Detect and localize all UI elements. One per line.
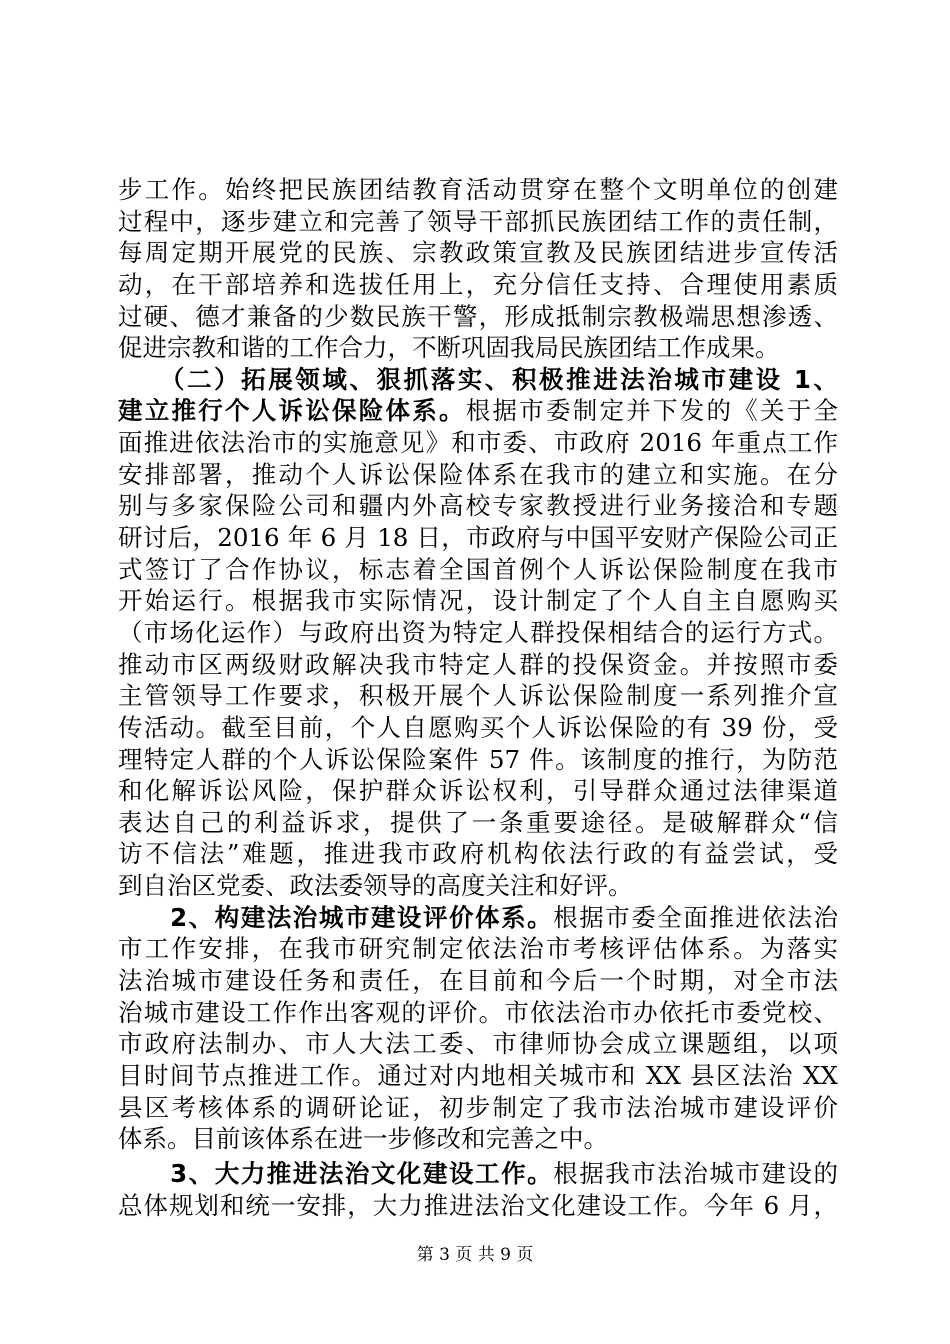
subsection-heading: 建立推行个人诉讼保险体系。	[118, 396, 466, 426]
text-line: （市场化运作）与政府出资为特定人群投保相结合的运行方式。	[118, 617, 838, 647]
text-line: 式签订了合作协议，标志着全国首例个人诉讼保险制度在我市	[118, 554, 838, 584]
text-line: 每周定期开展党的民族、宗教政策宣教及民族团结进步宣传活	[118, 238, 838, 268]
text-line: 表达自己的利益诉求，提供了一条重要途径。是破解群众“信	[118, 807, 838, 837]
section-heading: （二）拓展领域、狠抓落实、积极推进法治城市建设 1、	[118, 364, 838, 394]
text-run: 根据我市法治城市建设的	[553, 1158, 838, 1188]
page-number: 第 3 页 共 9 页	[416, 1245, 534, 1265]
text-line: 县区考核体系的调研论证，初步制定了我市法治城市建设评价	[118, 1092, 838, 1122]
text-line	[118, 395, 838, 427]
text-line: 目时间节点推进工作。通过对内地相关城市和 XX 县区法治 XX	[118, 1060, 838, 1090]
page-footer	[0, 1244, 950, 1266]
text-line: 促进宗教和谐的工作合力，不断巩固我局民族团结工作成果。	[118, 333, 780, 363]
text-line: 步工作。始终把民族团结教育活动贯穿在整个文明单位的创建	[118, 175, 838, 204]
text-line: 动，在干部培养和选拔任用上，充分信任支持、合理使用素质	[118, 269, 838, 299]
text-line: 开始运行。根据我市实际情况，设计制定了个人自主自愿购买	[118, 586, 838, 616]
text-line: 传活动。截至目前，个人自愿购买个人诉讼保险的有 39 份，受	[118, 712, 838, 742]
text-run: 根据市委全面推进依法治	[553, 902, 838, 932]
paragraph-litigation-insurance	[118, 364, 838, 902]
text-line: 理特定人群的个人诉讼保险案件 57 件。该制度的推行，为防范	[118, 744, 838, 774]
text-line: 研讨后，2016 年 6 月 18 日，市政府与中国平安财产保险公司正	[118, 523, 838, 553]
text-line: 市工作安排，在我市研究制定依法治市考核评估体系。为落实	[118, 934, 838, 964]
paragraph-legal-culture	[118, 1158, 838, 1221]
subsection-heading: 3、大力推进法治文化建设工作。	[118, 1158, 554, 1188]
text-line: 过硬、德才兼备的少数民族干警，形成抵制宗教极端思想渗透、	[118, 301, 838, 331]
text-line: 总体规划和统一安排，大力推进法治文化建设工作。今年 6 月，	[118, 1190, 838, 1220]
text-line: 体系。目前该体系在进一步修改和完善之中。	[118, 1124, 608, 1154]
text-run: 根据市委制定并下发的《关于全	[465, 396, 838, 426]
text-line: 过程中，逐步建立和完善了领导干部抓民族团结工作的责任制，	[118, 206, 838, 236]
text-line: 主管领导工作要求，积极开展个人诉讼保险制度一系列推介宣	[118, 681, 838, 711]
text-line: 推动市区两级财政解决我市特定人群的投保资金。并按照市委	[118, 649, 838, 679]
paragraph-ethnic-unity	[118, 174, 838, 364]
text-line: 安排部署，推动个人诉讼保险体系在我市的建立和实施。在分	[118, 459, 838, 489]
text-line	[118, 1158, 838, 1190]
document-body	[118, 174, 838, 1221]
text-line: 面推进依法治市的实施意见》和市委、市政府 2016 年重点工作	[118, 428, 838, 458]
text-line: 到自治区党委、政法委领导的高度关注和好评。	[118, 871, 633, 901]
text-line: 市政府法制办、市人大法工委、市律师协会成立课题组，以项	[118, 1029, 838, 1059]
paragraph-evaluation-system	[118, 902, 838, 1155]
text-line: 治城市建设工作作出客观的评价。市依法治市办依托市委党校、	[118, 997, 838, 1027]
text-line: 法治城市建设任务和责任，在目前和今后一个时期，对全市法	[118, 966, 838, 996]
text-line	[118, 902, 838, 934]
subsection-heading: 2、构建法治城市建设评价体系。	[118, 902, 554, 932]
text-line: 和化解诉讼风险，保护群众诉讼权利，引导群众通过法律渠道	[118, 776, 838, 806]
text-line: 访不信法”难题，推进我市政府机构依法行政的有益尝试，受	[118, 839, 838, 869]
text-line: 别与多家保险公司和疆内外高校专家教授进行业务接洽和专题	[118, 491, 838, 521]
